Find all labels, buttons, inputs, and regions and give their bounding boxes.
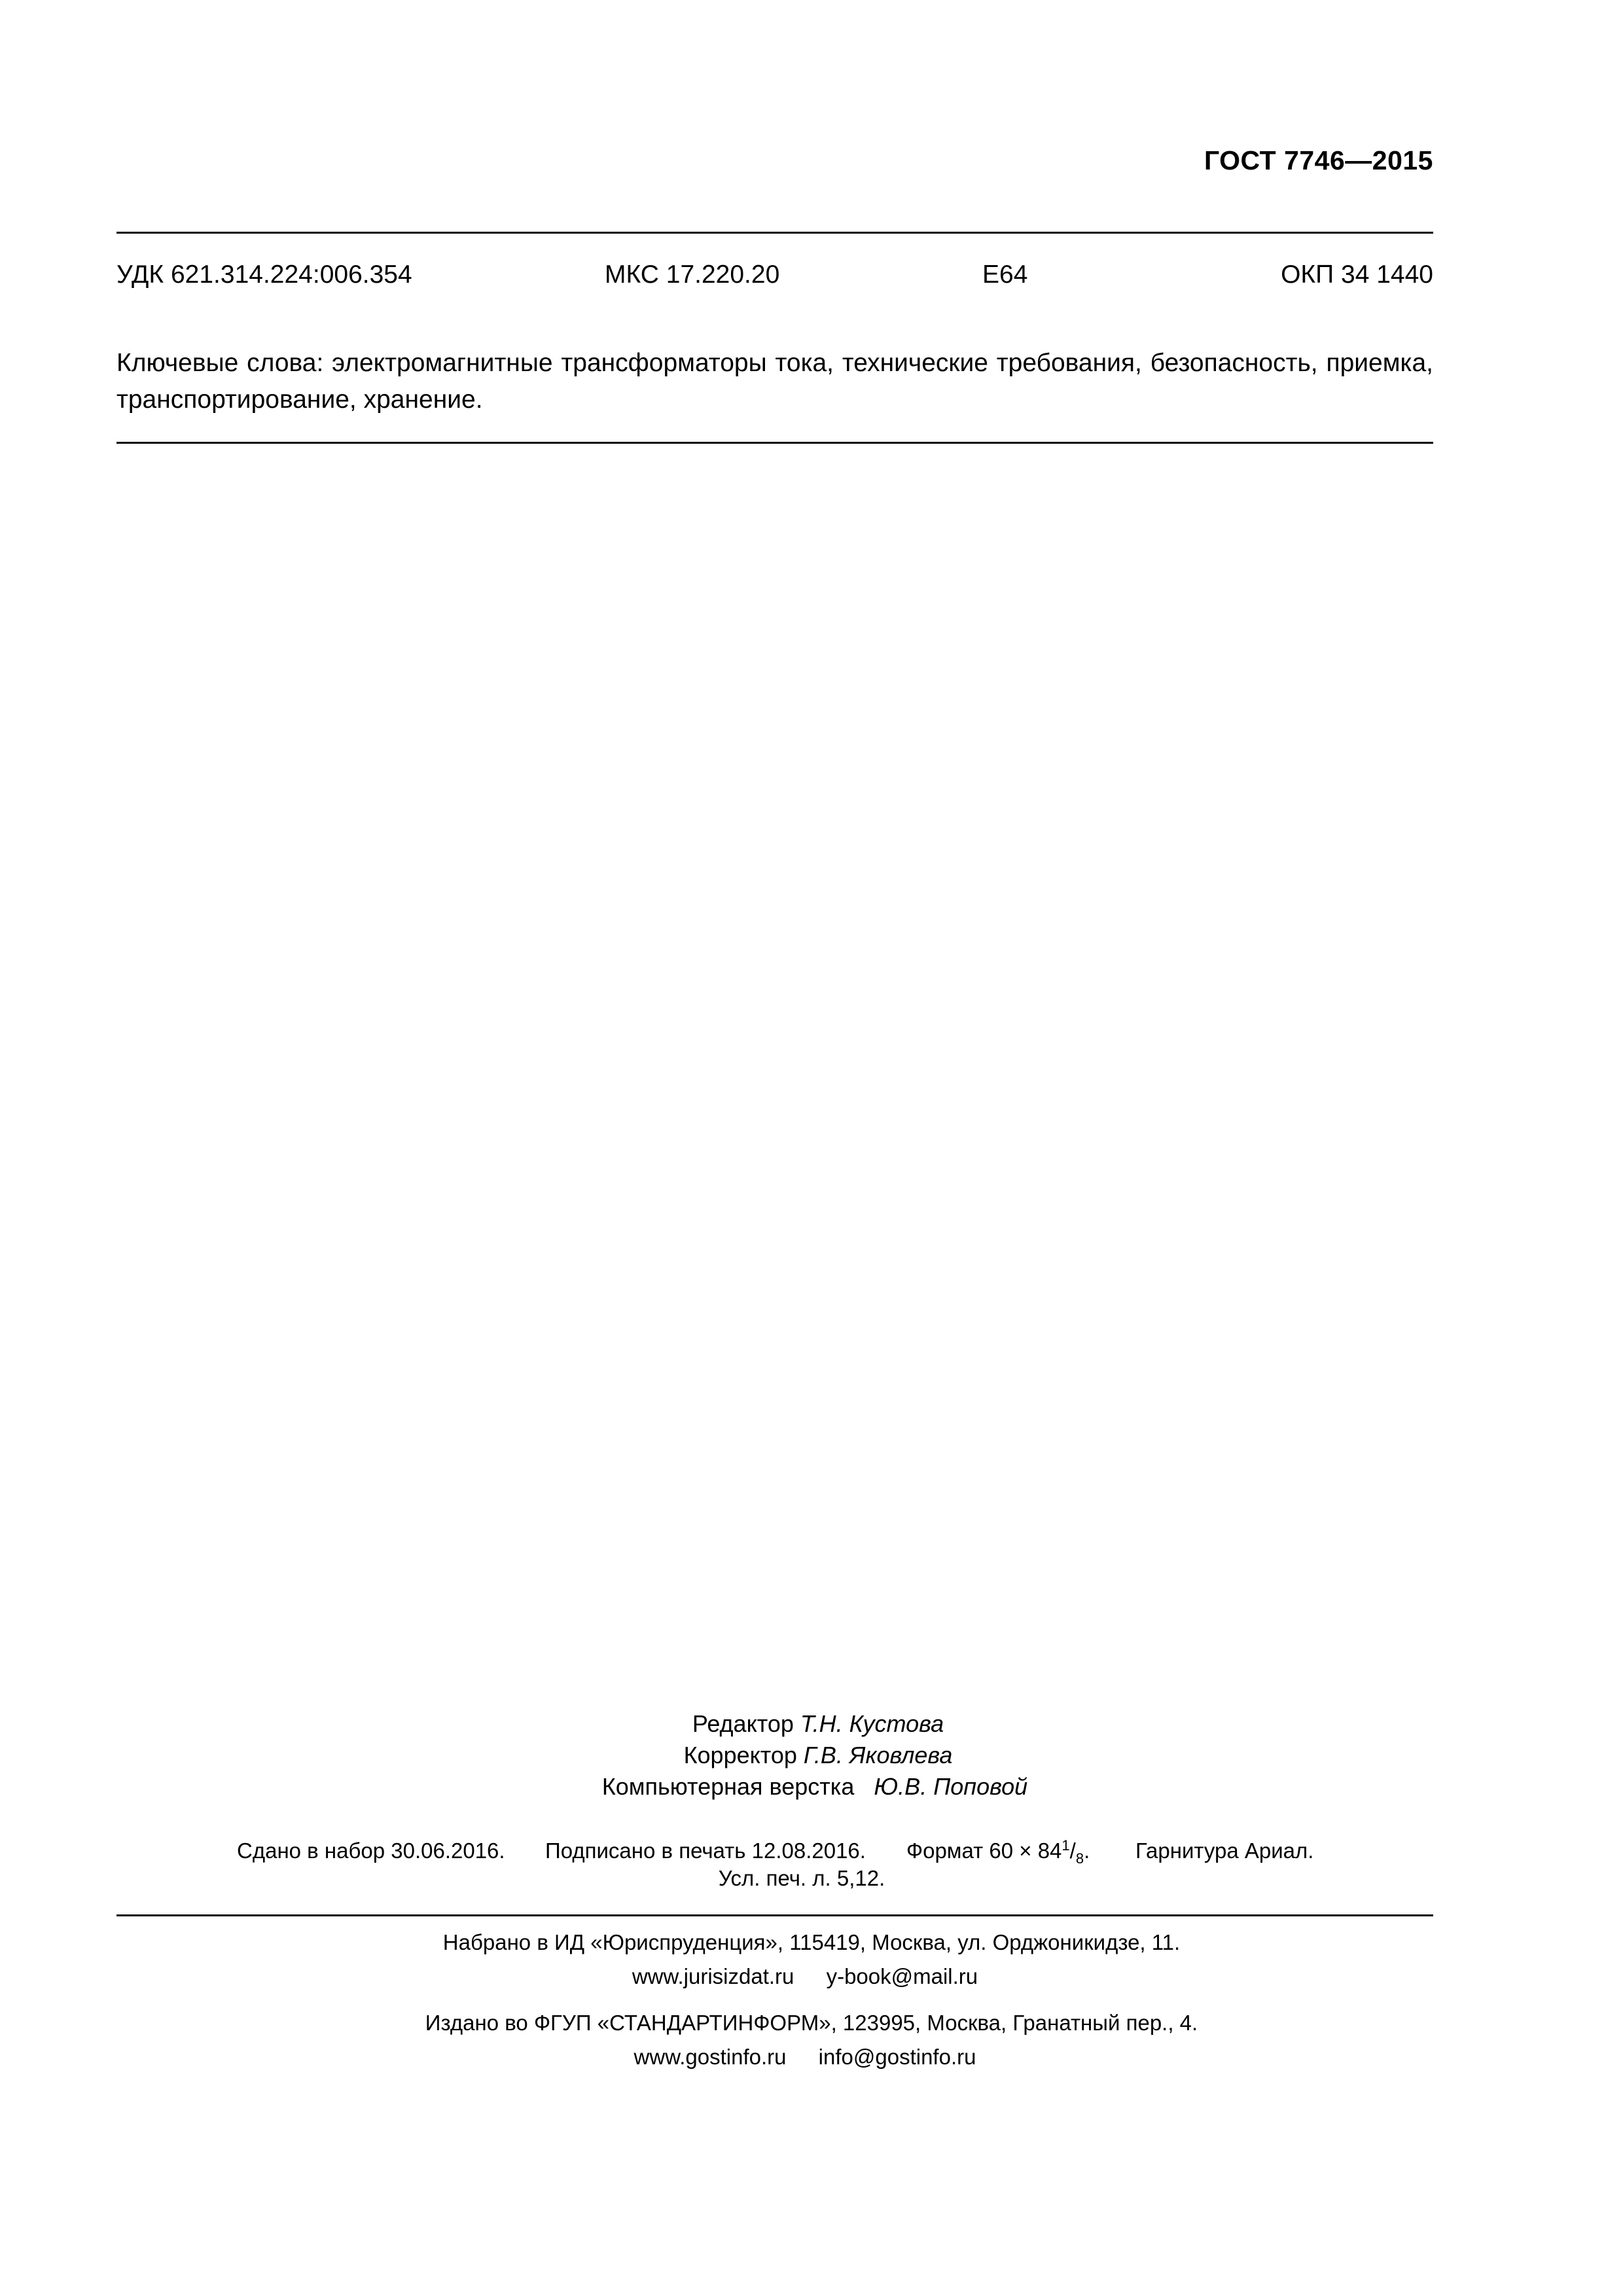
typeset-by-contacts	[0, 1960, 1623, 1994]
layout-line	[0, 1771, 1623, 1803]
format-denominator: 8	[1075, 1850, 1084, 1867]
proofreader-line	[0, 1740, 1623, 1771]
typeset-date: Сдано в набор 30.06.2016.	[237, 1839, 505, 1863]
bottom-divider	[116, 1914, 1433, 1916]
print-info-block	[0, 1838, 1623, 1892]
published-by-contacts	[0, 2040, 1623, 2074]
typeset-by-block	[0, 1926, 1623, 1994]
udk-code: УДК 621.314.224:006.354	[116, 260, 412, 289]
signed-date: Подписано в печать 12.08.2016.	[545, 1839, 866, 1863]
editor-name: Т.Н. Кустова	[800, 1710, 944, 1737]
typeset-by-email[interactable]: y-book@mail.ru	[826, 1964, 978, 1988]
paper-format	[906, 1837, 1090, 1867]
typeface: Гарнитура Ариал.	[1135, 1839, 1314, 1863]
print-info-row	[0, 1838, 1623, 1865]
credits-block	[0, 1708, 1623, 1803]
typeset-by-website[interactable]: www.jurisizdat.ru	[632, 1964, 794, 1988]
editor-line	[0, 1708, 1623, 1740]
published-by-text: Издано во ФГУП «СТАНДАРТИНФОРМ», 123995, Москва, Гранатный пер., 4.	[425, 2011, 1198, 2035]
published-by-block	[0, 2006, 1623, 2074]
keywords-paragraph: Ключевые слова: электромагнитные трансформаторы тока, технические требования, безопасность, приемка, транспортирование, хранение.	[116, 349, 1433, 414]
typeset-by-text: Набрано в ИД «Юриспруденция», 115419, Москва, ул. Орджоникидзе, 11.	[442, 1930, 1181, 1954]
proofreader-name: Г.В. Яковлева	[803, 1742, 953, 1768]
format-slash: /	[1069, 1839, 1076, 1863]
okp-code: ОКП 34 1440	[1281, 260, 1433, 289]
layout-name: Ю.В. Поповой	[874, 1773, 1028, 1800]
printed-sheets: Усл. печ. л. 5,12.	[718, 1866, 885, 1890]
mks-code: МКС 17.220.20	[605, 260, 780, 289]
document-code: ГОСТ 7746—2015	[1204, 145, 1433, 175]
top-divider	[116, 232, 1433, 234]
category-code: Е64	[982, 260, 1028, 289]
published-by-email[interactable]: info@gostinfo.ru	[818, 2045, 976, 2069]
keywords-divider	[116, 442, 1433, 444]
published-by-website[interactable]: www.gostinfo.ru	[633, 2045, 787, 2069]
format-suffix: .	[1084, 1839, 1090, 1863]
layout-label: Компьютерная верстка	[601, 1773, 855, 1800]
classification-row	[116, 260, 1433, 293]
format-prefix: Формат 60 × 84	[906, 1839, 1062, 1863]
editor-label: Редактор	[692, 1710, 794, 1737]
proofreader-label: Корректор	[683, 1742, 797, 1768]
format-numerator: 1	[1061, 1837, 1070, 1854]
